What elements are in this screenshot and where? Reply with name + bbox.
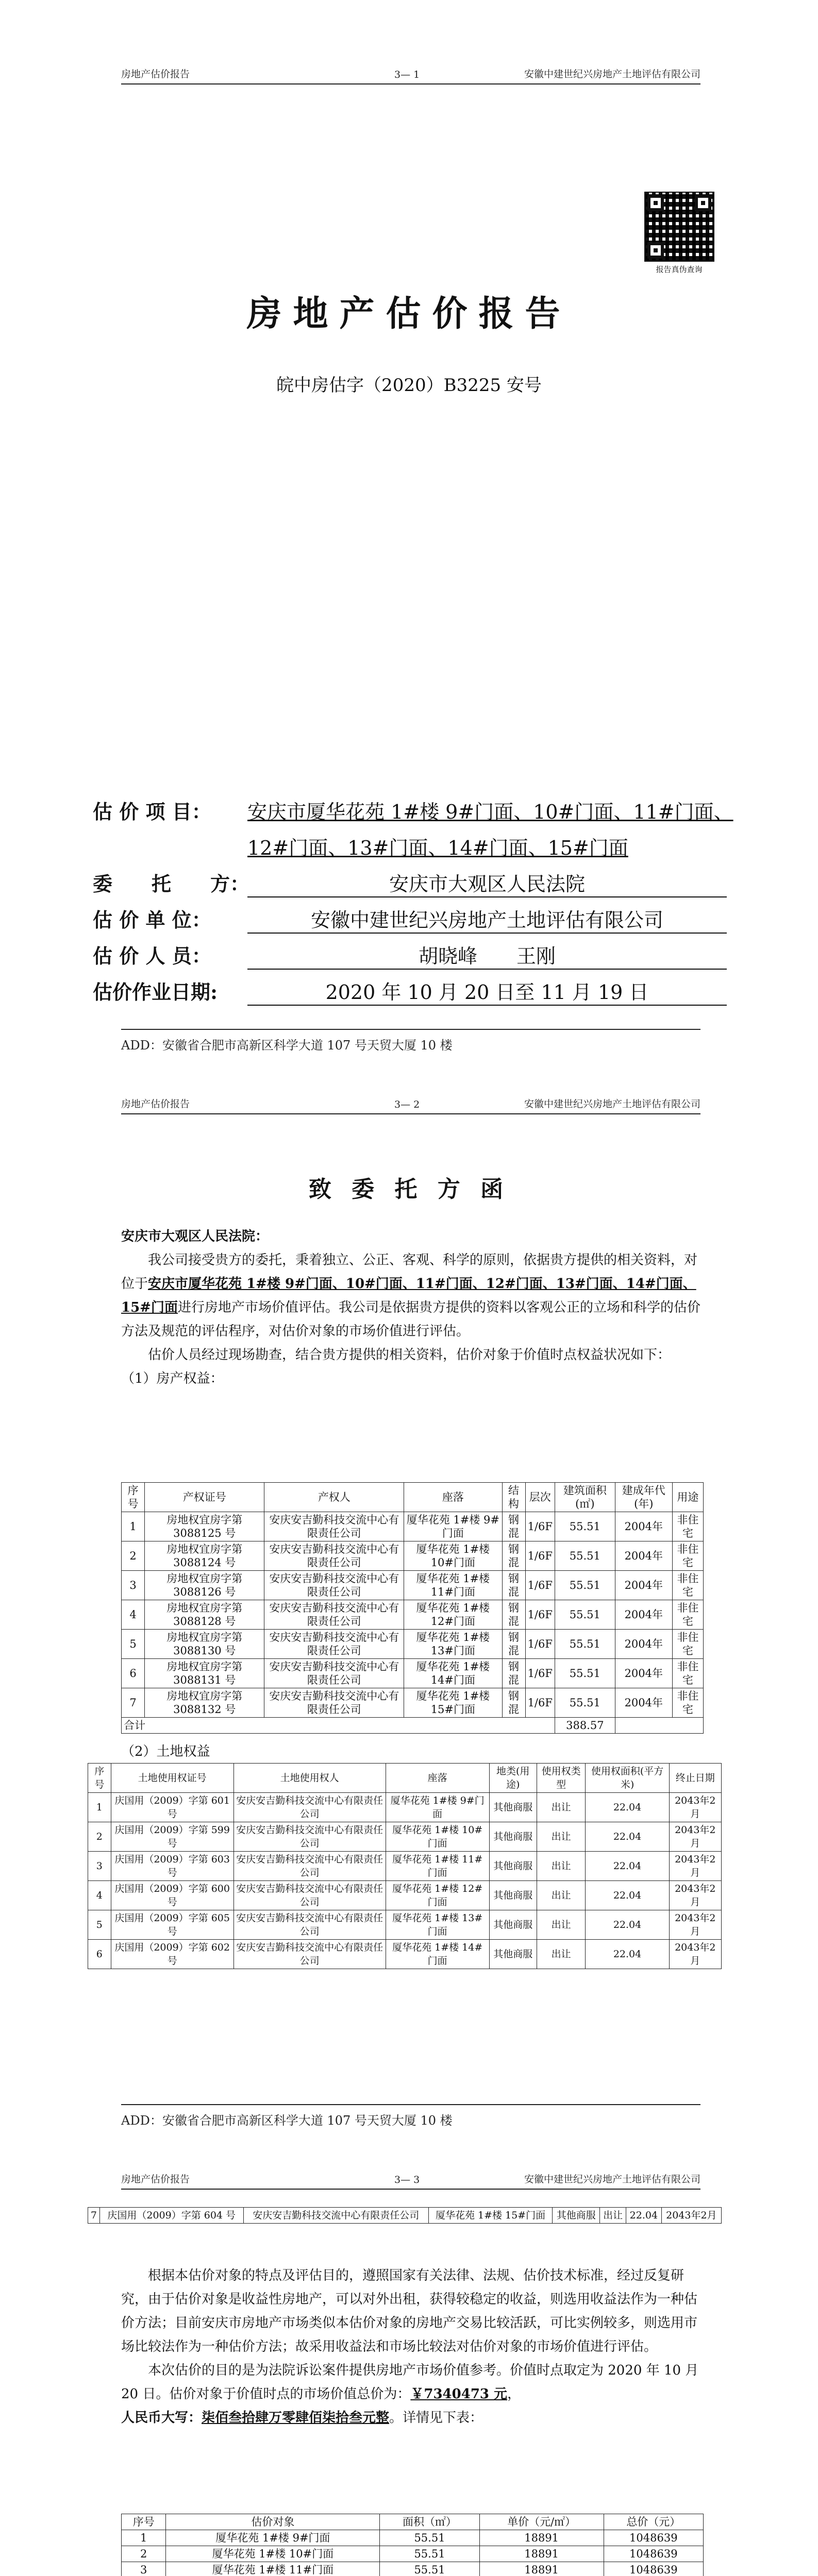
table-cell: 钢混 [502, 1571, 525, 1600]
letter-body-2 [121, 2264, 701, 2430]
letter-paragraph-2: 估价人员经过现场勘查，结合贵方提供的相关资料，估价对象于价值时点权益状况如下： [148, 1347, 671, 1363]
col-header: 土地使用权人 [233, 1764, 386, 1793]
info-label: 估 价 人 员： [93, 944, 211, 968]
table-cell: 出让 [537, 1852, 586, 1881]
table-header-row [122, 1483, 704, 1512]
table-cell: 出让 [537, 1793, 586, 1822]
table-cell: 安庆安吉勤科技交流中心有限责任公司 [264, 1630, 404, 1659]
letter-paragraph-3: 根据本估价对象的特点及评估目的，遵照国家有关法律、法规、估价技术标准，经过反复研究，由于估价对象是收益性房地产，可以对外出租，获得较稳定的收益，则选用收益法作为一种估价方法；目前安庆市房地产市场类似本估价对象的房地产交易比较活跃，可比实例较多，则选用市场比较法作为一种估价方法；故采用收益法和市场比较法对估价对象的市场价值进行评估。 [121, 2268, 698, 2354]
table-cell: 厦华花苑 1#楼 15#门面 [404, 1688, 502, 1718]
table-cell: 55.51 [555, 1600, 615, 1630]
table-cell: 55.51 [555, 1541, 615, 1571]
page-cover [0, 0, 818, 1075]
table-cell: 1048639 [604, 2562, 703, 2576]
table-cell: 厦华花苑 1#楼 10#门面 [386, 1822, 489, 1852]
table-cell: 2004年 [615, 1571, 672, 1600]
letter-paragraph-4: 本次估价的目的是为法院诉讼案件提供房地产市场价值参考。价值时点取定为 2020 年 10 月 20 日。估价对象于价值时点的市场价值总价为：￥7340473 元， [121, 2363, 699, 2402]
table-cell: 6 [88, 1940, 111, 1969]
col-header: 序号 [122, 1483, 145, 1512]
table-cell: 55.51 [380, 2530, 479, 2546]
qr-label: 报告真伪查询 [656, 265, 703, 274]
info-label: 估价作业日期: [93, 980, 218, 1004]
header-right: 安徽中建世纪兴房地产土地评估有限公司 [524, 69, 700, 80]
rmb-line: 人民币大写：柒佰叁拾肆万零肆佰柒拾叁元整。详情见下表： [121, 2410, 483, 2426]
table-cell: 非住宅 [672, 1600, 703, 1630]
table-cell: 2004年 [615, 1688, 672, 1718]
table-cell: 2043年2月 [669, 1910, 721, 1940]
table-cell: 钢混 [502, 1541, 525, 1571]
table-cell: 1/6F [525, 1571, 555, 1600]
table-cell: 厦华花苑 1#楼 9#门面 [166, 2530, 380, 2546]
table-cell: 非住宅 [672, 1630, 703, 1659]
valuation-table [121, 2514, 704, 2576]
table-cell: 非住宅 [672, 1512, 703, 1541]
table-cell: 厦华花苑 1#楼 13#门面 [386, 1910, 489, 1940]
table-cell: 房地权宜房字第 3088124 号 [145, 1541, 264, 1571]
info-value: 安庆市厦华花苑 1#楼 9#门面、10#门面、11#门面、 [247, 801, 733, 823]
table-cell: 4 [122, 1600, 145, 1630]
table-row [88, 1910, 722, 1940]
table-cell: 55.51 [555, 1512, 615, 1541]
table-cell: 庆国用（2009）字第 603 号 [111, 1852, 233, 1881]
table-cell: 3 [122, 2562, 166, 2576]
table-cell: 安庆安吉勤科技交流中心有限责任公司 [233, 1822, 386, 1852]
table-total-row [122, 1718, 704, 1734]
header-right: 安徽中建世纪兴房地产土地评估有限公司 [524, 2174, 700, 2185]
table-row [122, 1571, 704, 1600]
table-cell: 安庆安吉勤科技交流中心有限责任公司 [264, 1688, 404, 1718]
table-cell: 出让 [600, 2208, 626, 2224]
table-cell: 18891 [479, 2530, 604, 2546]
table-cell: 安庆安吉勤科技交流中心有限责任公司 [233, 1910, 386, 1940]
col-header: 地类(用途) [489, 1764, 537, 1793]
table-cell: 2043年2月 [669, 1881, 721, 1910]
table-cell: 庆国用（2009）字第 604 号 [99, 2208, 243, 2224]
table-row [122, 2562, 704, 2576]
doc-number: 皖中房估字（2020）B3225 安号 [276, 375, 542, 396]
subheading-property: （1）房产权益： [121, 1371, 224, 1386]
col-header: 序号 [122, 2514, 166, 2530]
info-value: 12#门面、13#门面、14#门面、15#门面 [247, 837, 628, 859]
total-label: 合计 [122, 1718, 555, 1734]
table-row [122, 2530, 704, 2546]
letter-paragraph-1: 我公司接受贵方的委托，秉着独立、公正、客观、科学的原则，依据贵方提供的相关资料，对位于安庆市厦华花苑 1#楼 9#门面、10#门面、11#门面、12#门面、13#门面、14#门面、15#门面进行房地产市场价值评估。我公司是依据贵方提供的资料以客观公正的立场和科学的估价方法及规范的评估程序，对估价对象的市场价值进行评估。 [121, 1252, 700, 1339]
empty-cell [615, 1718, 703, 1734]
rmb-value: 柒佰叁拾肆万零肆佰柒拾叁元整 [202, 2410, 390, 2426]
table-cell: 18891 [479, 2546, 604, 2562]
page-footer [121, 2104, 700, 2128]
table-cell: 5 [88, 1910, 111, 1940]
table-row [122, 1659, 704, 1688]
table-cell: 2043年2月 [669, 1940, 721, 1969]
table-cell: 其他商服 [489, 1822, 537, 1852]
table-cell: 22.04 [586, 1910, 669, 1940]
table-row [88, 1852, 722, 1881]
table-cell: 2004年 [615, 1541, 672, 1571]
page-values [0, 2150, 818, 2576]
header-left: 房地产估价报告 [121, 69, 190, 80]
page-header [121, 2171, 700, 2190]
table-cell: 18891 [479, 2562, 604, 2576]
table-row [88, 1881, 722, 1910]
info-label: 估 价 单 位： [93, 908, 211, 931]
table-cell: 厦华花苑 1#楼 11#门面 [404, 1571, 502, 1600]
table-cell: 1/6F [525, 1659, 555, 1688]
page-letter [0, 1075, 818, 2150]
col-header: 建筑面积(㎡) [555, 1483, 615, 1512]
col-header: 面积（㎡） [380, 2514, 479, 2530]
table-row [122, 2546, 704, 2562]
col-header: 产权人 [264, 1483, 404, 1512]
table-header-row [122, 2514, 704, 2530]
table-cell: 出让 [537, 1822, 586, 1852]
table-cell: 厦华花苑 1#楼 14#门面 [404, 1659, 502, 1688]
table-cell: 22.04 [586, 1852, 669, 1881]
table-cell: 房地权宜房字第 3088131 号 [145, 1659, 264, 1688]
addressee: 安庆市大观区人民法院： [121, 1229, 269, 1244]
page-header [121, 66, 700, 84]
col-header: 序号 [88, 1764, 111, 1793]
table-cell: 22.04 [626, 2208, 662, 2224]
info-label: 委 托 方： [93, 872, 250, 895]
table-cell: 庆国用（2009）字第 601 号 [111, 1793, 233, 1822]
col-header: 估价对象 [166, 2514, 380, 2530]
table-cell: 房地权宜房字第 3088128 号 [145, 1600, 264, 1630]
table-row [88, 1940, 722, 1969]
table-row [122, 1512, 704, 1541]
table-cell: 安庆安吉勤科技交流中心有限责任公司 [264, 1659, 404, 1688]
table-cell: 3 [88, 1852, 111, 1881]
table-cell: 安庆安吉勤科技交流中心有限责任公司 [264, 1541, 404, 1571]
report-title: 房地产估价报告 [246, 293, 572, 334]
table-cell: 2004年 [615, 1630, 672, 1659]
table-cell: 厦华花苑 1#楼 14#门面 [386, 1940, 489, 1969]
table-cell: 5 [122, 1630, 145, 1659]
table-cell: 55.51 [380, 2546, 479, 2562]
table-cell: 厦华花苑 1#楼 11#门面 [386, 1852, 489, 1881]
table-cell: 其他商服 [489, 1793, 537, 1822]
header-page-num: 3— 2 [394, 1099, 420, 1110]
footer-address: ADD：安徽省合肥市高新区科学大道 107 号天贸大厦 10 楼 [121, 1038, 453, 1053]
col-header: 使用权面积(平方米) [586, 1764, 669, 1793]
table-cell: 55.51 [555, 1659, 615, 1688]
table-cell: 2004年 [615, 1600, 672, 1630]
col-header: 座落 [386, 1764, 489, 1793]
table-cell: 房地权宜房字第 3088125 号 [145, 1512, 264, 1541]
table-cell: 1048639 [604, 2530, 703, 2546]
table-cell: 55.51 [380, 2562, 479, 2576]
table-cell: 非住宅 [672, 1571, 703, 1600]
table-cell: 厦华花苑 1#楼 11#门面 [166, 2562, 380, 2576]
table-cell: 其他商服 [489, 1910, 537, 1940]
table-row [122, 1541, 704, 1571]
table-cell: 6 [122, 1659, 145, 1688]
col-header: 产权证号 [145, 1483, 264, 1512]
total-area: 388.57 [555, 1718, 615, 1734]
table-cell: 庆国用（2009）字第 600 号 [111, 1881, 233, 1910]
property-rights-table [121, 1482, 704, 1734]
total-value: ￥7340473 元 [410, 2386, 508, 2402]
table-cell: 2043年2月 [669, 1822, 721, 1852]
table-cell: 1/6F [525, 1630, 555, 1659]
table-cell: 2 [122, 2546, 166, 2562]
table-cell: 55.51 [555, 1630, 615, 1659]
col-header: 用途 [672, 1483, 703, 1512]
header-page-num: 3— 1 [394, 69, 420, 80]
table-cell: 1 [122, 2530, 166, 2546]
col-header: 终止日期 [669, 1764, 721, 1793]
info-label: 估 价 项 目： [93, 800, 211, 823]
table-cell: 7 [88, 2208, 100, 2224]
table-cell: 其他商服 [489, 1881, 537, 1910]
table-cell: 出让 [537, 1940, 586, 1969]
table-cell: 安庆安吉勤科技交流中心有限责任公司 [233, 1852, 386, 1881]
table-cell: 厦华花苑 1#楼 9#门面 [386, 1793, 489, 1822]
table-cell: 2004年 [615, 1659, 672, 1688]
table-cell: 55.51 [555, 1571, 615, 1600]
table-cell: 钢混 [502, 1688, 525, 1718]
table-cell: 出让 [537, 1881, 586, 1910]
table-cell: 55.51 [555, 1688, 615, 1718]
table-cell: 2004年 [615, 1512, 672, 1541]
table-cell: 庆国用（2009）字第 602 号 [111, 1940, 233, 1969]
table-cell: 1/6F [525, 1512, 555, 1541]
info-value: 胡晓峰 王刚 [247, 940, 727, 970]
table-cell: 其他商服 [489, 1852, 537, 1881]
table-cell: 安庆安吉勤科技交流中心有限责任公司 [233, 1793, 386, 1822]
table-cell: 1/6F [525, 1541, 555, 1571]
header-page-num: 3— 3 [394, 2174, 420, 2185]
table-cell: 厦华花苑 1#楼 12#门面 [386, 1881, 489, 1910]
table-row [122, 1600, 704, 1630]
footer-address: ADD：安徽省合肥市高新区科学大道 107 号天贸大厦 10 楼 [121, 2113, 453, 2128]
header-right: 安徽中建世纪兴房地产土地评估有限公司 [524, 1098, 700, 1110]
table-cell: 1 [88, 1793, 111, 1822]
table-cell: 安庆安吉勤科技交流中心有限责任公司 [243, 2208, 428, 2224]
col-header: 座落 [404, 1483, 502, 1512]
table-cell: 22.04 [586, 1793, 669, 1822]
table-cell: 1/6F [525, 1600, 555, 1630]
table-cell: 钢混 [502, 1630, 525, 1659]
table-cell: 22.04 [586, 1822, 669, 1852]
table-cell: 非住宅 [672, 1688, 703, 1718]
letter-body [121, 1225, 701, 1391]
col-header: 土地使用权证号 [111, 1764, 233, 1793]
table-cell: 1/6F [525, 1688, 555, 1718]
table-cell: 厦华花苑 1#楼 10#门面 [166, 2546, 380, 2562]
table-cell: 安庆安吉勤科技交流中心有限责任公司 [264, 1571, 404, 1600]
table-row [122, 1688, 704, 1718]
table-cell: 钢混 [502, 1600, 525, 1630]
table-cell: 2 [88, 1822, 111, 1852]
info-value: 安庆市大观区人民法院 [247, 868, 727, 897]
table-cell: 厦华花苑 1#楼 12#门面 [404, 1600, 502, 1630]
table-cell: 出让 [537, 1910, 586, 1940]
page-header [121, 1096, 700, 1114]
col-header: 单价（元/㎡） [479, 2514, 604, 2530]
table-cell: 3 [122, 1571, 145, 1600]
table-cell: 安庆安吉勤科技交流中心有限责任公司 [233, 1881, 386, 1910]
subheading-land: （2）土地权益 [121, 1744, 210, 1759]
table-cell: 其他商服 [553, 2208, 600, 2224]
table-cell: 1 [122, 1512, 145, 1541]
table-cell: 钢混 [502, 1659, 525, 1688]
table-cell: 厦华花苑 1#楼 13#门面 [404, 1630, 502, 1659]
table-cell: 厦华花苑 1#楼 15#门面 [428, 2208, 552, 2224]
header-left: 房地产估价报告 [121, 1098, 190, 1110]
table-cell: 厦华花苑 1#楼 10#门面 [404, 1541, 502, 1571]
table-cell: 庆国用（2009）字第 599 号 [111, 1822, 233, 1852]
qr-code[interactable] [644, 192, 714, 262]
table-cell: 非住宅 [672, 1541, 703, 1571]
table-cell: 安庆安吉勤科技交流中心有限责任公司 [264, 1600, 404, 1630]
table-row [122, 1630, 704, 1659]
table-cell: 22.04 [586, 1881, 669, 1910]
table-cell: 庆国用（2009）字第 605 号 [111, 1910, 233, 1940]
table-cell: 22.04 [586, 1940, 669, 1969]
table-row [88, 1822, 722, 1852]
table-header-row [88, 1764, 722, 1793]
table-cell: 2043年2月 [669, 1793, 721, 1822]
table-cell: 2 [122, 1541, 145, 1571]
subheading-land-wrap [121, 1740, 701, 1764]
land-rights-table-cont [88, 2207, 722, 2224]
table-cell: 厦华花苑 1#楼 9#门面 [404, 1512, 502, 1541]
table-cell: 4 [88, 1881, 111, 1910]
page-footer [121, 1029, 700, 1053]
col-header: 层次 [525, 1483, 555, 1512]
table-cell: 房地权宜房字第 3088126 号 [145, 1571, 264, 1600]
table-cell: 房地权宜房字第 3088132 号 [145, 1688, 264, 1718]
header-left: 房地产估价报告 [121, 2174, 190, 2185]
info-value: 安徽中建世纪兴房地产土地评估有限公司 [247, 904, 727, 934]
table-cell: 1048639 [604, 2546, 703, 2562]
table-cell: 2043年2月 [669, 1852, 721, 1881]
land-rights-table [88, 1763, 722, 1969]
table-row [88, 2208, 722, 2224]
col-header: 使用权类型 [537, 1764, 586, 1793]
col-header: 建成年代(年) [615, 1483, 672, 1512]
table-cell: 房地权宜房字第 3088130 号 [145, 1630, 264, 1659]
table-cell: 其他商服 [489, 1940, 537, 1969]
col-header: 结构 [502, 1483, 525, 1512]
table-row [88, 1793, 722, 1822]
table-cell: 安庆安吉勤科技交流中心有限责任公司 [233, 1940, 386, 1969]
table-cell: 钢混 [502, 1512, 525, 1541]
table-cell: 2043年2月 [661, 2208, 721, 2224]
table-cell: 非住宅 [672, 1659, 703, 1688]
info-value: 2020 年 10 月 20 日至 11 月 19 日 [247, 976, 727, 1006]
letter-title: 致 委 托 方 函 [308, 1176, 510, 1202]
table-cell: 7 [122, 1688, 145, 1718]
col-header: 总价（元） [604, 2514, 703, 2530]
table-cell: 安庆安吉勤科技交流中心有限责任公司 [264, 1512, 404, 1541]
